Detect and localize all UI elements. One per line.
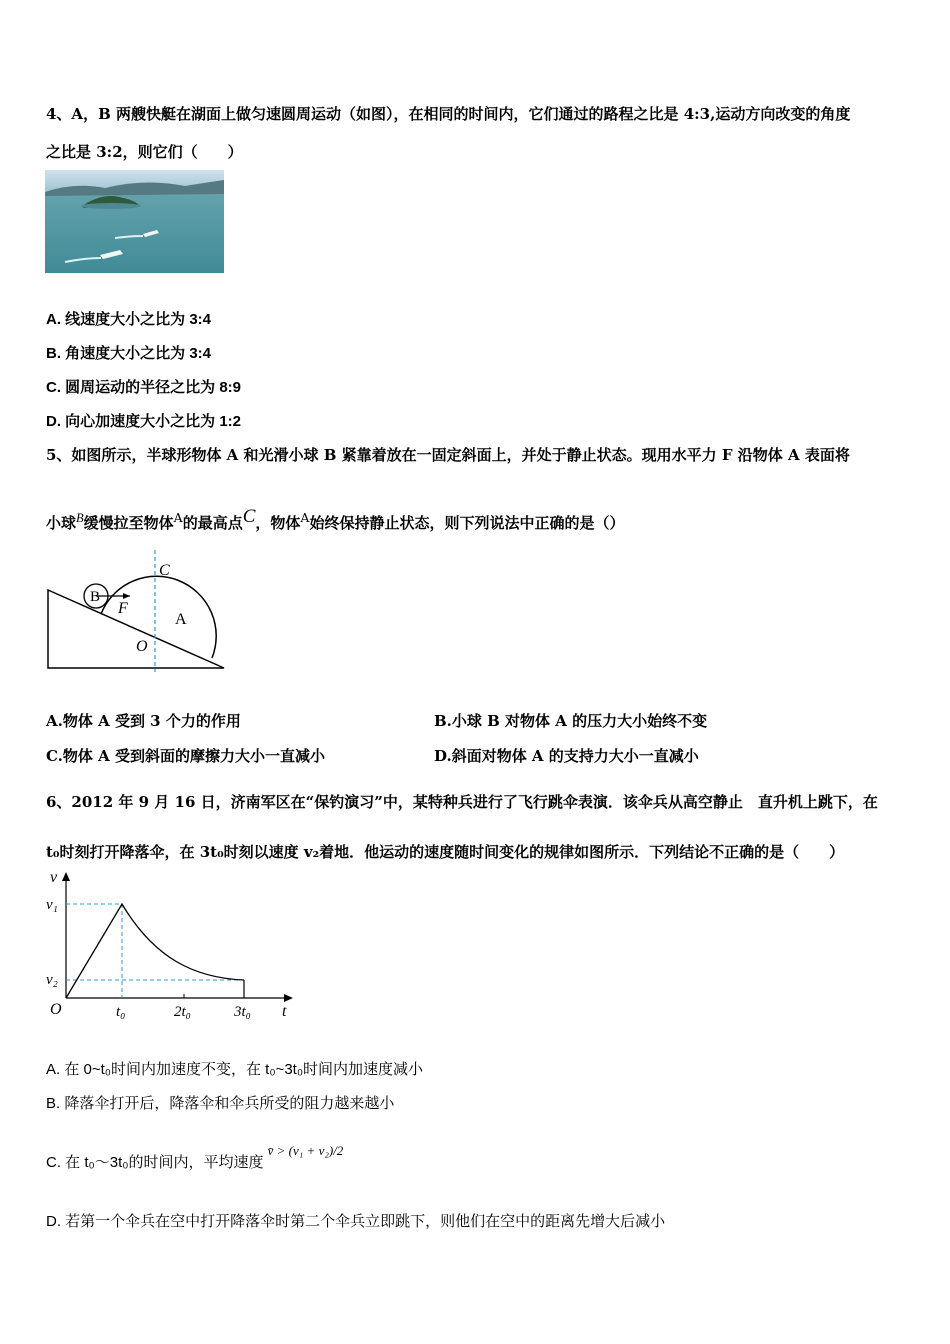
q5-sym-a1: A — [173, 510, 183, 525]
lake-speedboat-photo — [45, 170, 224, 273]
label-f: F — [118, 600, 128, 617]
q5-option-c[interactable]: C.物体 A 受到斜面的摩擦力大小一直减小 — [46, 747, 325, 765]
q5-text-i: 始终保持静止状态，则下列说法中正确的是（） — [309, 514, 625, 532]
2t0-label: 2t₀ — [174, 1004, 191, 1020]
q6-option-c[interactable] — [46, 1143, 344, 1172]
q6-option-c-text: C. 在 t₀～3t₀的时间内，平均速度 — [46, 1154, 264, 1171]
incline-hemisphere-figure — [44, 548, 234, 673]
q6-option-d[interactable]: D. 若第一个伞兵在空中打开降落伞时第二个伞兵立即跳下，则他们在空中的距离先增大后减小 — [46, 1213, 666, 1230]
label-c: C — [159, 562, 170, 579]
label-o: O — [136, 638, 148, 655]
q5-stem-line2 — [46, 506, 624, 533]
q5-text-e: 的最高点 — [182, 514, 243, 532]
hemisphere-outline — [101, 576, 216, 658]
q6-stem-line2: t₀时刻打开降落伞，在 3t₀时刻以速度 v₂着地．他运动的速度随时间变化的规律如图所示．下列结论不正确的是（ ） — [46, 843, 845, 861]
v1-label: v₁ — [46, 897, 58, 913]
t-axis-arrow — [284, 994, 293, 1002]
incline-triangle — [48, 590, 224, 668]
q6-option-c-formula: v̄ > (v₁ + v₂)/2 — [267, 1143, 344, 1158]
q5-sym-c: C — [242, 506, 256, 527]
v-axis-arrow — [62, 872, 70, 881]
q4-option-b[interactable]: B. 角速度大小之比为 3:4 — [46, 345, 212, 362]
v-axis-label: v — [50, 869, 58, 886]
force-arrowhead — [123, 593, 130, 599]
origin-label: O — [50, 1001, 62, 1018]
q4-option-d[interactable]: D. 向心加速度大小之比为 1:2 — [46, 413, 242, 430]
q4-option-a[interactable]: A. 线速度大小之比为 3:4 — [46, 311, 212, 328]
q5-stem-line1: 5、如图所示，半球形物体 A 和光滑小球 B 紧靠着放在一固定斜面上，并处于静止状态。现用水平力 F 沿物体 A 表面将 — [46, 446, 850, 464]
q6-option-b[interactable]: B. 降落伞打开后，降落伞和伞兵所受的阻力越来越小 — [46, 1095, 395, 1112]
3t0-label: 3t₀ — [234, 1004, 251, 1020]
q5-option-d[interactable]: D.斜面对物体 A 的支持力大小一直减小 — [434, 747, 699, 765]
q5-option-a[interactable]: A.物体 A 受到 3 个力的作用 — [46, 712, 241, 730]
v2-label: v₂ — [46, 972, 58, 988]
q4-stem-line2: 之比是 3:2，则它们（ ） — [46, 143, 243, 161]
q4-stem-line1: 4、A，B 两艘快艇在湖面上做匀速圆周运动（如图），在相同的时间内，它们通过的路程之比是 4:3,运动方向改变的角度 — [46, 105, 851, 123]
q5-text-c: 缓慢拉至物体 — [83, 514, 174, 532]
q4-option-c[interactable]: C. 圆周运动的半径之比为 8:9 — [46, 379, 242, 396]
q5-text-g: ，物体 — [255, 514, 301, 532]
q5-sym-a2: A — [300, 510, 310, 525]
q6-option-a[interactable]: A. 在 0~t₀时间内加速度不变，在 t₀~3t₀时间内加速度减小 — [46, 1061, 424, 1078]
q5-option-b[interactable]: B.小球 B 对物体 A 的压力大小始终不变 — [434, 712, 708, 730]
q5-text-a: 小球 — [46, 514, 77, 532]
velocity-time-graph — [44, 868, 304, 1026]
q6-stem-line1: 6、2012 年 9 月 16 日，济南军区在“保钓演习”中，某特种兵进行了飞行跳伞表演．该伞兵从高空静止 直升机上跳下，在 — [46, 793, 878, 811]
label-b: B — [90, 589, 101, 605]
velocity-curve — [66, 904, 244, 998]
label-a: A — [175, 611, 187, 628]
t0-label: t₀ — [116, 1004, 126, 1020]
q5-sym-b: B — [76, 511, 84, 525]
t-axis-label: t — [282, 1003, 287, 1020]
